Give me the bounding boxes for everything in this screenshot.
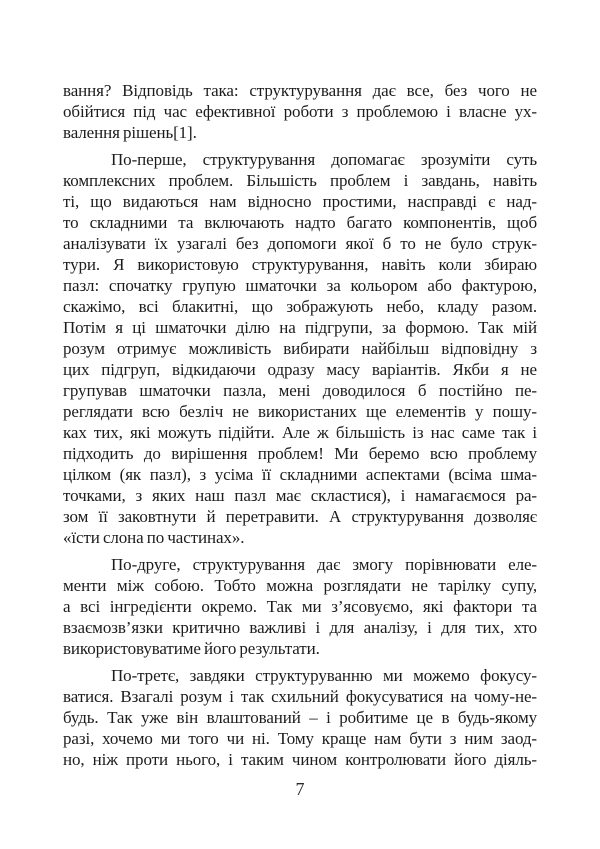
text-line: Потім я ці шматочки ділю на підгрупи, за формою. Так мій [63,318,537,337]
text-line: По-третє, завдяки структуруванню ми можемо фокусу- [111,666,537,685]
text-line: точками, з яких наш пазл має скластися), і намагаємося ра- [63,486,537,505]
text-line: реглядати всю безліч не використаних ще елементів у пошу- [63,402,537,421]
text-line: а всі інгредієнти окремо. Так ми з’ясовуємо, які фактори та [63,597,537,616]
text-line: то складними та включають надто багато компонентів, щоб [63,213,537,232]
text-line: менти між собою. Тобто можна розглядати не тарілку супу, [63,576,537,595]
paragraph [63,665,537,770]
text-line: цих підгруп, відкидаючи одразу масу варіантів. Якби я не [63,360,537,379]
text-line: ках тих, які можуть підійти. Але ж більшість із нас саме так і [63,423,537,442]
text-line: обійтися під час ефективної роботи з проблемою і власне ух- [63,102,537,121]
text-line: зом її заковтнути й перетравити. А структурування дозволяє [63,507,537,526]
text-line: використовуватиме його результати. [63,639,320,658]
text-line: тури. Я використовую структурування, навіть коли збираю [63,255,537,274]
text-line: скажімо, всі блакитні, що зображують небо, кладу разом. [63,297,537,316]
text-line: но, ніж проти нього, і таким чином контролювати його діяль- [63,750,537,769]
paragraph [63,554,537,659]
text-line: валення рішень[1]. [63,123,197,142]
text-line: комплексних проблем. Більшість проблем і завдань, навіть [63,171,537,190]
paragraph [63,149,537,548]
body-text [63,80,537,770]
text-line: розум отримує можливість вибирати найбільш відповідну з [63,339,537,358]
paragraph [63,80,537,143]
page-number: 7 [295,779,305,799]
text-line: групував шматочки пазла, мені доводилося б постійно пе- [63,381,537,400]
text-line: вання? Відповідь така: структурування дає все, без чого не [63,81,537,100]
text-line: будь. Так уже він влаштований – і робитиме це в будь-якому [63,708,537,727]
text-line: разі, хочемо ми того чи ні. Тому краще нам бути з ним заод- [63,729,537,748]
text-line: цілком (як пазл), з усіма її складними аспектами (всіма шма- [63,465,537,484]
text-line: ті, що видаються нам відносно простими, насправді є над- [63,192,537,211]
text-line: підходить до вирішення проблем! Ми беремо всю проблему [63,444,537,463]
text-line: ватися. Взагалі розум і так схильний фокусуватися на чому-не- [63,687,537,706]
text-line: аналізувати їх узагалі без допомоги якої б то не було струк- [63,234,537,253]
text-line: «їсти слона по частинах». [63,528,245,547]
text-line: По-друге, структурування дає змогу порівнювати еле- [111,555,537,574]
text-line: взаємозв’язки критично важливі і для аналізу, і для тих, хто [63,618,537,637]
text-line: пазл: спочатку групую шматочки за кольором або фактурою, [63,276,537,295]
text-line: По-перше, структурування допомагає зрозуміти суть [111,150,537,169]
